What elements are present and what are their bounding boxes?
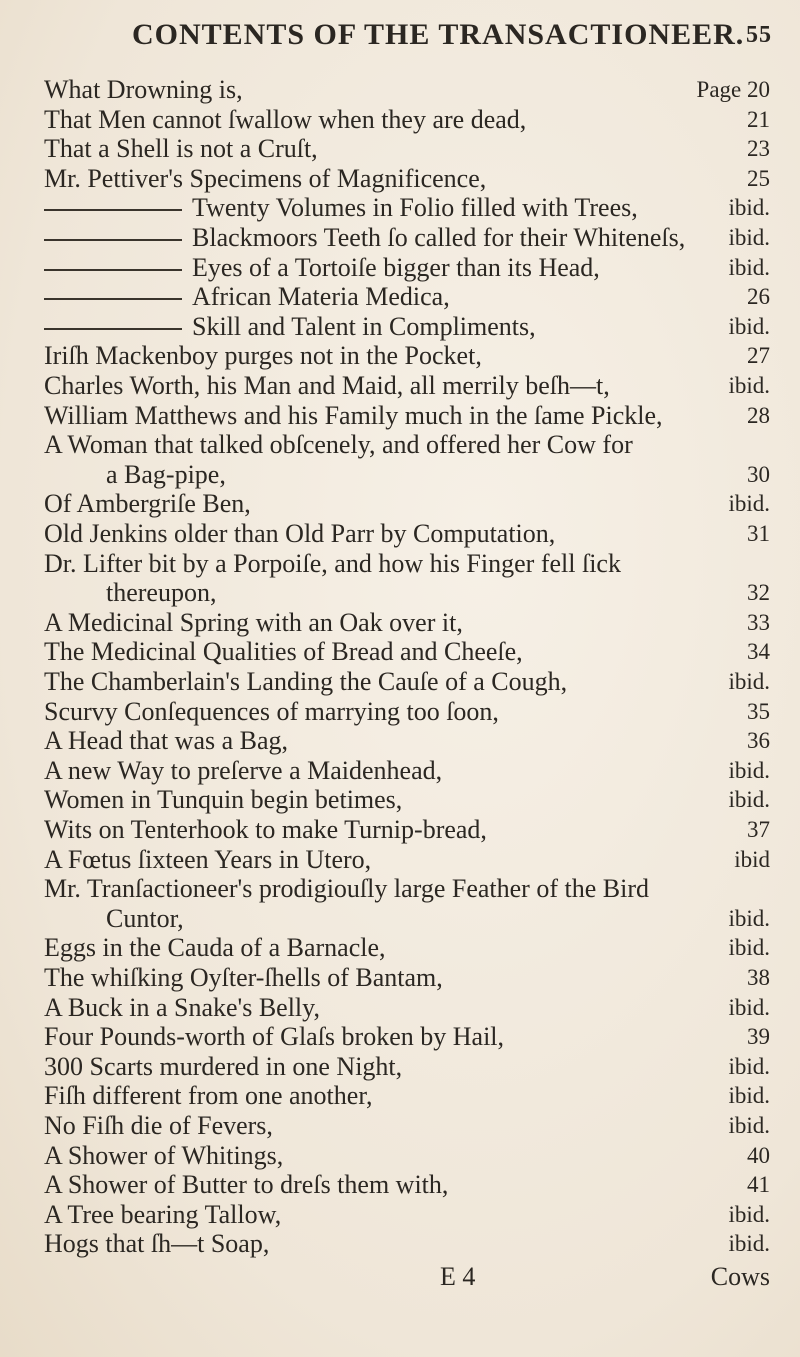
entry-text: The Chamberlain's Landing the Cauſe of a Cough,: [44, 667, 568, 696]
entry-page: 37: [747, 817, 770, 842]
entry-page: 32: [747, 580, 770, 606]
entry-page: ibid.: [728, 757, 770, 783]
entry-text: Of Ambergriſe Ben,: [44, 489, 251, 519]
page-footer: [0, 1262, 800, 1298]
entry-text: The Medicinal Qualities of Bread and Cheeſe,: [44, 637, 523, 667]
entry-text: Mr. Pettiver's Specimens of Magnificence,: [44, 163, 487, 193]
entry-text: Iriſh Mackenboy purges not in the Pocket,: [44, 341, 482, 371]
entry-text: A Tree bearing Tallow,: [44, 1199, 282, 1229]
entry-text: A Shower of Butter to dreſs them with,: [44, 1170, 449, 1200]
entry-page: 25: [747, 165, 770, 191]
entry-text: Cuntor,: [106, 903, 184, 933]
entry-page: ibid.: [728, 935, 770, 961]
ditto-dash: [44, 209, 182, 211]
ditto-dash: [44, 269, 182, 271]
entry-text: A Woman that talked obſcenely, and offered her Cow for: [44, 430, 633, 460]
running-header: [132, 18, 772, 52]
entry-text: That Men cannot ſwallow when they are dead,: [44, 104, 527, 134]
entry-text: A Fœtus ſixteen Years in Utero,: [44, 844, 372, 874]
entry-page: ibid.: [728, 373, 770, 398]
entry-text: The whiſking Oyſter-ſhells of Bantam,: [44, 963, 443, 992]
entry-page: 31: [747, 521, 770, 546]
page-number: 55: [746, 22, 772, 48]
entry-page: ibid.: [728, 787, 770, 813]
signature-mark: E 4: [440, 1262, 476, 1291]
entry-page: 35: [747, 698, 770, 724]
entry-text: Eggs in the Cauda of a Barnacle,: [44, 933, 386, 963]
entry-text: A Buck in a Snake's Belly,: [44, 992, 320, 1022]
entry-text: No Fiſh die of Fevers,: [44, 1111, 273, 1140]
entry-text: A Head that was a Bag,: [44, 726, 289, 756]
entry-page: Page 20: [696, 77, 770, 102]
entry-text: thereupon,: [106, 578, 217, 608]
entry-text: Women in Tunquin begin betimes,: [44, 785, 403, 815]
entry-page: 33: [747, 609, 770, 635]
entry-text: Eyes of a Tortoiſe bigger than its Head,: [192, 252, 600, 282]
entry-page: 30: [747, 461, 770, 487]
entry-text: 300 Scarts murdered in one Night,: [44, 1051, 403, 1081]
entry-page: 41: [747, 1172, 770, 1198]
entry-page: ibid.: [728, 994, 770, 1020]
entry-page: ibid.: [728, 1201, 770, 1227]
entry-page: 40: [747, 1142, 770, 1168]
entry-text: Four Pounds-worth of Glaſs broken by Hail,: [44, 1022, 505, 1052]
entry-text: Hogs that ſh—t Soap,: [44, 1229, 270, 1259]
entry-text: That a Shell is not a Cruſt,: [44, 134, 318, 164]
entry-text: Mr. Tranſactioneer's prodigiouſly large Feather of the Bird: [44, 874, 649, 904]
entry-page: ibid: [734, 846, 770, 872]
entry-text: Charles Worth, his Man and Maid, all merrily beſh—t,: [44, 371, 610, 400]
entry-page: 36: [747, 728, 770, 754]
entry-page: 28: [747, 402, 770, 428]
entry-page: ibid.: [728, 905, 770, 931]
entry-text: African Materia Medica,: [192, 282, 450, 312]
entry-text: A new Way to preſerve a Maidenhead,: [44, 755, 443, 785]
entry-page: 34: [747, 639, 770, 665]
entry-page: ibid.: [728, 254, 770, 280]
entry-page: 39: [747, 1024, 770, 1050]
entry-text: William Matthews and his Family much in the ſame Pickle,: [44, 400, 663, 430]
running-title: CONTENTS OF THE TRANSACTIONEER.: [132, 18, 745, 51]
entry-page: 21: [747, 106, 770, 132]
entry-page: 27: [747, 343, 770, 369]
entry-page: ibid.: [728, 195, 770, 221]
entry-text: a Bag-pipe,: [106, 459, 226, 489]
contents-entry: [44, 1226, 770, 1262]
entry-page: 38: [747, 965, 770, 990]
entry-page: ibid.: [728, 1113, 770, 1138]
entry-page: ibid.: [728, 1053, 770, 1079]
entry-text: Fiſh different from one another,: [44, 1081, 373, 1111]
entry-page: ibid.: [728, 1083, 770, 1109]
entry-text: A Shower of Whitings,: [44, 1140, 284, 1170]
catchword: Cows: [710, 1262, 770, 1291]
ditto-dash: [44, 328, 182, 330]
entry-page: ibid.: [728, 1231, 770, 1257]
entry-page: 26: [747, 284, 770, 310]
entry-text: Twenty Volumes in Folio filled with Trees,: [192, 193, 638, 223]
entry-page: ibid.: [728, 313, 770, 339]
entry-page: 23: [747, 136, 770, 162]
entry-text: Dr. Lifter bit by a Porpoiſe, and how his Finger fell ſick: [44, 548, 621, 578]
entry-page: ibid.: [728, 225, 770, 250]
entry-title: [44, 1226, 269, 1262]
entry-page: ibid.: [728, 491, 770, 517]
entry-text: Blackmoors Teeth ſo called for their Whiteneſs,: [192, 223, 686, 252]
entry-text: Scurvy Conſequences of marrying too ſoon,: [44, 696, 499, 726]
entry-text: Old Jenkins older than Old Parr by Computation,: [44, 519, 556, 548]
ditto-dash: [44, 239, 182, 241]
entry-page: ibid.: [728, 669, 770, 694]
entry-text: What Drowning is,: [44, 75, 243, 104]
entry-text: Skill and Talent in Compliments,: [192, 311, 536, 341]
entry-text: Wits on Tenterhook to make Turnip-bread,: [44, 815, 487, 844]
entry-text: A Medicinal Spring with an Oak over it,: [44, 607, 463, 637]
ditto-dash: [44, 298, 182, 300]
